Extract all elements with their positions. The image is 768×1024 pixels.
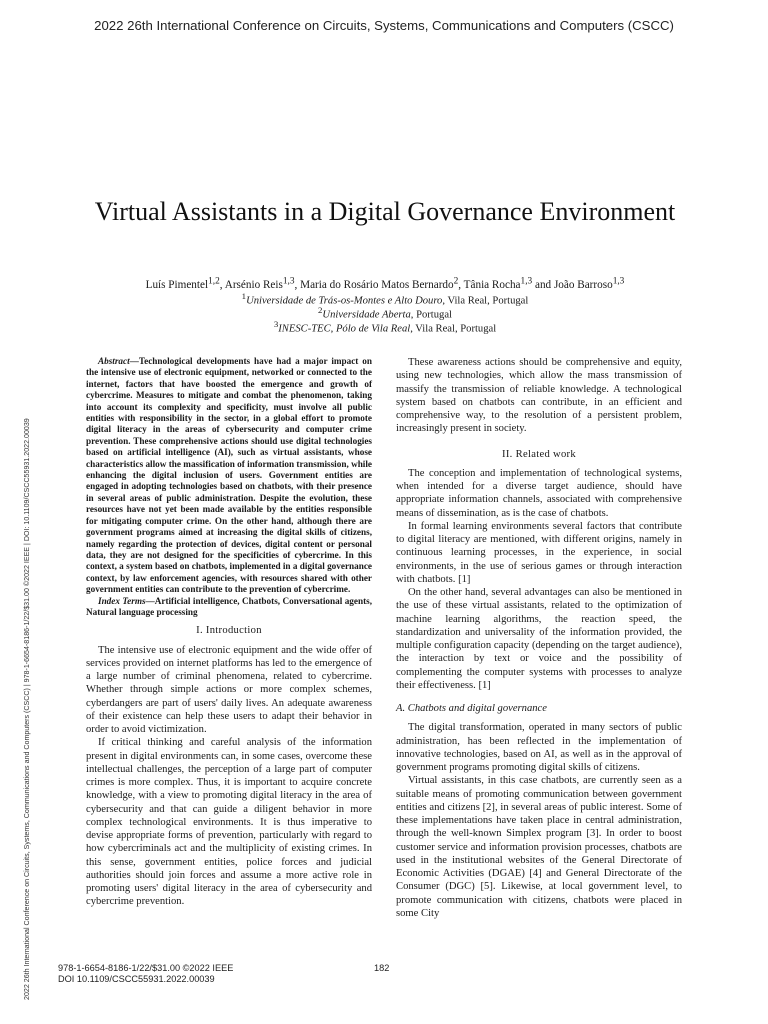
page-number: 182 (374, 963, 390, 973)
affiliation-3-loc: , Vila Real, Portugal (410, 323, 497, 335)
subsection-heading-chatbots: A. Chatbots and digital governance (396, 703, 547, 714)
paragraph: The conception and implementation of technological systems, when intended for a diverse target audience, should have appropriate information channels, associated with comprehensive means of dissemination, as is the case of chatbots. (396, 467, 682, 519)
affiliation-1-loc: , Vila Real, Portugal (442, 295, 529, 307)
abstract-label: Abstract (98, 356, 130, 366)
footer-isbn: 978-1-6654-8186-1/22/$31.00 ©2022 IEEE (58, 963, 234, 973)
side-copyright-note: 2022 26th International Conference on Circuits, Systems, Communications and Computers (CSCC) | 978-1-6654-8186-1/22/$31.00 ©2022 IEEE | DOI: 10.1109/CSCC55931.2022.00039 (23, 418, 31, 1000)
section-heading-related-work: II. Related work (502, 448, 576, 460)
paragraph: In formal learning environments several factors that contribute to digital literacy are mentioned, with different origins, namely in continuous learning processes, in the experience, in social environments, in the use of serious games or through interaction with chatbots. [1] (396, 520, 682, 585)
affiliation-2-org: Universidade Aberta (322, 309, 411, 321)
affiliation-2-loc: , Portugal (410, 309, 452, 321)
affiliation-3 (60, 317, 710, 337)
affiliation-2-sup: 2 (318, 305, 323, 315)
paragraph: The intensive use of electronic equipment and the wide offer of services provided on internet platforms has led to the emergence of a large number of criminal phenomena, related to cybercrime. Whether through simple actions or more complex schemes, cyberdangers are part of users' daily lives. An adequate awareness of their existence can help these users to adapt their behavior in order to avoid victimization. (86, 644, 372, 736)
index-terms (86, 596, 372, 619)
section-heading-introduction: I. Introduction (196, 625, 262, 637)
conference-header: 2022 26th International Conference on Circuits, Systems, Communications and Computers (CSCC) (94, 18, 674, 33)
paragraph: Virtual assistants, in this case chatbots, are currently seen as a suitable means of promoting communication between government entities and citizens [2], in several areas of public interest. Some of these implementations have taken place in central administration, through the well-known Simplex program [3]. In order to boost customer service and information provision processes, chatbots are used in the institutional websites of the General Directorate of Economic Activities (DGAE) [4] and General Directorate of the Consumer (DGC) [5]. Likewise, at local government level, to promote communication with citizens, chatbots were placed in some City (396, 775, 682, 919)
affiliation-1-org: Universidade de Trás-os-Montes e Alto Douro (246, 295, 443, 307)
affiliation-3-org: INESC-TEC, Pólo de Vila Real (278, 323, 411, 335)
abstract (86, 356, 372, 596)
paragraph: On the other hand, several advantages can also be mentioned in the use of these virtual assistants, related to the optimization of machine learning algorithms, the reaction speed, the standardization and universality of the information provided, the multiple configuration capacity (depending on the target audience), the interaction by text or voice and the possibility of complementing the computer systems with processes to analyze their effectiveness. [1] (396, 587, 682, 691)
left-column (86, 356, 372, 909)
index-terms-label: Index Terms (98, 595, 146, 606)
index-terms-text: —Artificial intelligence, Chatbots, Conversational agents, Natural language processing (86, 595, 372, 617)
affiliation-1-sup: 1 (241, 291, 247, 301)
paragraph: The digital transformation, operated in many sectors of public administration, has been reflected in the implementation of innovative technologies, based on AI, as well as in the approval of government programs promoting digital skills of citizens. (396, 722, 682, 773)
footer-doi: DOI 10.1109/CSCC55931.2022.00039 (58, 974, 215, 984)
abstract-text: —Technological developments have had a major impact on the intensive use of electronic equipment, networked or connected to the internet, factors that have boosted the emergence and growth of cybercrime. Measures to mitigate and combat the phenomenon, taking into account its complexity and specificity, must involve all public entities with responsibility in the sector, in a global effort to promote digital literacy in the areas of cybersecurity and computer crime prevention. These comprehensive actions should use digital technologies based on artificial intelligence (AI), such as virtual assistants, whose characteristics allow the massification of information transmission, while enhancing the digital inclusion of users. Government entities are engaged in adopting technologies based on chatbots, with their presence in several areas of public administration. Despite the evolution, these resources have not yet been made available by the entities responsible for mitigating computer crime. On the other hand, although there are government programs aimed at increasing the digital skills of citizens, namely regarding the protection of devices, digital content or personal data, they are not designed for the specificities of cybercrime. In this context, a system based on chatbots, implemented in a digital governance context, by law enforcement agencies, with resources shared with other government entities can contribute to the prevention of cybercrime. (86, 356, 372, 595)
affiliation-3-sup: 3 (273, 319, 279, 329)
paragraph: These awareness actions should be comprehensive and equity, using new technologies, which allow the mass transmission of massify the transmission of reliable knowledge. A technological system based on chatbots can contribute, in an efficient and comprehensive way, to the resolution of a persistent problem, increasingly present in society. (396, 357, 682, 435)
author-line: Luís Pimentel$^{1,2}$, Arsénio Reis$^{1,3}$, Maria do Rosário Matos Bernardo$^2$, Tânia Rocha$^{1,3}$ and João Barroso$^{1,3}$ (145, 276, 625, 291)
paragraph: If critical thinking and careful analysis of the information present in digital environments can, in some cases, overcome these intellectual challenges, the perception of a large part of computer crimes is more complex. Thus, it is important to acquire concrete knowledge, with a view to promoting digital literacy in the area of cybersecurity and that can guide a diligent behavior in more complex technological environments. It is thus imperative to devise appropriate forms of prevention, particularly with regard to how cybercriminals act and the multiplicity of existing crimes. In this sense, government entities, police forces and judicial authorities should join forces and assume a more active role in promoting users' digital literacy in the area of cybersecurity and cybercrime prevention. (86, 737, 372, 908)
right-column (396, 356, 682, 920)
paper-title: Virtual Assistants in a Digital Governance Environment (94, 197, 676, 226)
